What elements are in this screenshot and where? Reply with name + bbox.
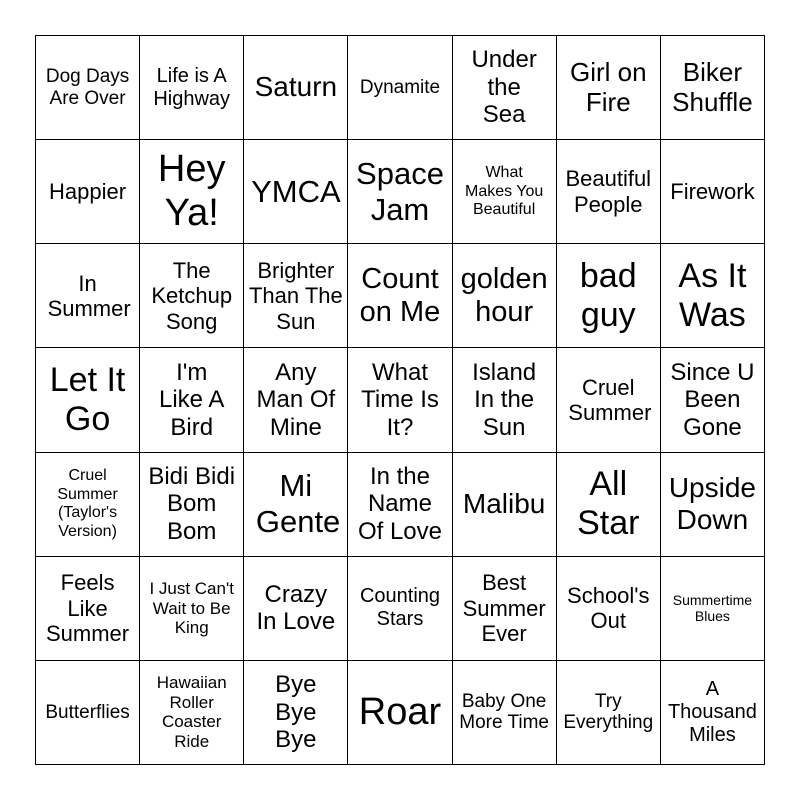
bingo-cell[interactable] [348,453,452,557]
cell-label: Crazy In Love [256,580,336,636]
cell-label: Girl on Fire [569,56,647,117]
cell-label: Counting Stars [359,585,441,631]
cell-label: Count on Me [359,262,441,328]
bingo-cell[interactable] [557,348,661,452]
bingo-cell[interactable] [36,140,140,244]
cell-label: Dynamite [359,76,441,98]
cell-label: Biker Shuffle [672,56,753,117]
bingo-cell[interactable] [36,661,140,765]
bingo-cell[interactable] [140,661,244,765]
bingo-cell[interactable] [453,36,557,140]
bingo-cell[interactable] [36,557,140,661]
bingo-cell[interactable] [348,140,452,244]
bingo-cell[interactable] [348,244,452,348]
cell-label: Butterflies [45,701,130,723]
bingo-cell[interactable] [140,348,244,452]
bingo-cell[interactable] [244,140,348,244]
bingo-cell[interactable] [36,453,140,557]
cell-label: bad guy [579,256,637,334]
cell-label: Cruel Summer [568,374,652,425]
bingo-cell[interactable] [244,661,348,765]
bingo-cell[interactable] [453,140,557,244]
bingo-cell[interactable] [36,348,140,452]
cell-label: Best Summer Ever [462,570,546,646]
bingo-cell[interactable] [453,244,557,348]
cell-label: Life is A Highway [153,64,231,110]
cell-label: Beautiful People [565,166,652,217]
cell-label: Dog Days Are Over [45,65,130,109]
cell-label: A Thousand Miles [667,677,757,746]
bingo-cell[interactable] [453,453,557,557]
cell-label: Let It Go [49,360,126,438]
bingo-cell[interactable] [557,244,661,348]
cell-label: Saturn [254,71,338,103]
cell-label: What Makes You Beautiful [464,164,544,218]
bingo-cell[interactable] [557,140,661,244]
cell-label: Under the Sea [471,46,537,129]
cell-label: Roar [358,690,442,733]
bingo-cell[interactable] [661,244,765,348]
cell-label: Cruel Summer (Taylor's Version) [57,467,118,540]
cell-label: Brighter Than The Sun [248,257,343,334]
cell-label: Hey Ya! [157,148,226,234]
cell-label: Since U Been Gone [670,358,755,441]
bingo-cell[interactable] [348,36,452,140]
bingo-cell[interactable] [244,244,348,348]
cell-label: Space Jam [356,156,444,227]
cell-label: Feels Like Summer [46,570,130,646]
bingo-cell[interactable] [453,348,557,452]
cell-label: In Summer [47,270,131,321]
cell-label: All Star [577,465,640,543]
bingo-cell[interactable] [557,453,661,557]
cell-label: YMCA [251,173,341,209]
bingo-cell[interactable] [557,36,661,140]
cell-label: Bidi Bidi Bom Bom [148,462,236,545]
bingo-board [35,35,765,765]
bingo-cell[interactable] [140,244,244,348]
cell-label: Summertime Blues [672,592,753,625]
cell-label: Firework [670,179,755,205]
bingo-cell[interactable] [661,557,765,661]
cell-label: As It Was [678,256,747,334]
cell-label: In the Name Of Love [357,462,442,545]
bingo-cell[interactable] [36,36,140,140]
bingo-cell[interactable] [244,36,348,140]
bingo-cell[interactable] [348,348,452,452]
bingo-cell[interactable] [140,557,244,661]
cell-label: Upside Down [668,471,756,536]
cell-label: golden hour [460,262,548,328]
bingo-cell[interactable] [36,244,140,348]
bingo-cell[interactable] [661,348,765,452]
cell-label: What Time Is It? [361,358,439,441]
bingo-cell[interactable] [244,453,348,557]
cell-label: Mi Gente [255,468,341,540]
cell-label: I Just Can't Wait to Be King [149,578,234,638]
bingo-cell[interactable] [244,348,348,452]
bingo-cell[interactable] [348,661,452,765]
cell-label: Baby One More Time [459,690,549,734]
cell-label: Try Everything [563,690,654,734]
bingo-cell[interactable] [453,557,557,661]
cell-label: The Ketchup Song [151,257,233,334]
bingo-cell[interactable] [661,453,765,557]
bingo-cell[interactable] [661,36,765,140]
bingo-cell[interactable] [140,140,244,244]
cell-label: I'm Like A Bird [159,358,225,441]
bingo-cell[interactable] [557,557,661,661]
cell-label: Happier [49,179,127,205]
bingo-cell[interactable] [557,661,661,765]
bingo-cell[interactable] [661,140,765,244]
cell-label: Malibu [462,488,546,520]
bingo-cell[interactable] [453,661,557,765]
cell-label: School's Out [567,582,650,634]
bingo-cell[interactable] [140,36,244,140]
bingo-cell[interactable] [244,557,348,661]
cell-label: Any Man Of Mine [256,358,336,441]
bingo-cell[interactable] [140,453,244,557]
bingo-cell[interactable] [348,557,452,661]
cell-label: Bye Bye Bye [275,671,317,754]
bingo-cell[interactable] [661,661,765,765]
cell-label: Island In the Sun [472,358,537,441]
cell-label: Hawaiian Roller Coaster Ride [156,673,227,751]
